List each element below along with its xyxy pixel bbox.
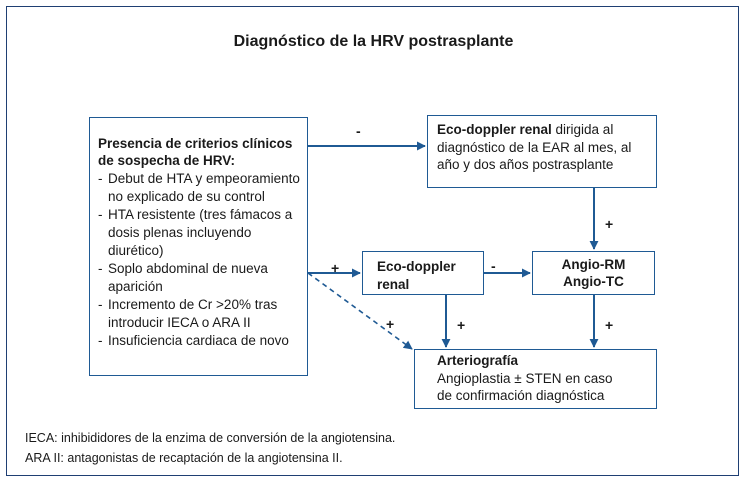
edge-label: + [605,216,614,232]
edge-label: - [356,123,361,139]
eco-directed-bold: Eco-doppler renal [437,122,552,137]
eco-doppler-directed-box [427,115,657,188]
criteria-item: - HTA resistente (tres fámacos a dosis plenas incluyendo diurético) [98,206,301,260]
criteria-item: - Soplo abdominal de nueva aparición [98,260,301,296]
criteria-item: - Insuficiencia cardiaca de novo [98,332,301,350]
eco-directed-text: dirigida al diagnóstico de la EAR al mes, al año y dos años postrasplante [437,122,632,172]
arteriography-box [414,349,657,409]
edge-label: + [331,260,340,276]
angio-line2: Angio-TC [563,274,624,289]
edge-label: + [457,317,466,333]
criteria-box [89,117,308,376]
criteria-list [98,170,301,350]
angio-line1: Angio-RM [561,257,626,272]
footnote: ARA II: antagonistas de recaptación de la angiotensina II. [25,451,343,465]
edge-label: + [386,316,395,332]
criteria-item: - Debut de HTA y empeoramiento no explicado de su control [98,170,301,206]
angio-box [532,251,655,295]
footnote: IECA: inhibididores de la enzima de conversión de la angiotensina. [25,431,396,445]
eco-renal-line1: Eco-doppler [377,259,456,274]
eco-doppler-renal-box [362,251,484,295]
arterio-line1: Angioplastia ± STEN en caso [437,370,613,386]
criteria-heading: Presencia de criterios clínicos de sospecha de HRV: [98,136,293,168]
criteria-item: - Incremento de Cr >20% tras introducir IECA o ARA II [98,296,301,332]
arterio-line2: de confirmación diagnóstica [437,388,605,403]
eco-renal-line2: renal [377,277,410,292]
edge-label: - [491,258,496,274]
diagram-title: Diagnóstico de la HRV postrasplante [233,33,514,50]
edge-label: + [605,317,614,333]
arterio-title: Arteriografía [437,353,519,368]
